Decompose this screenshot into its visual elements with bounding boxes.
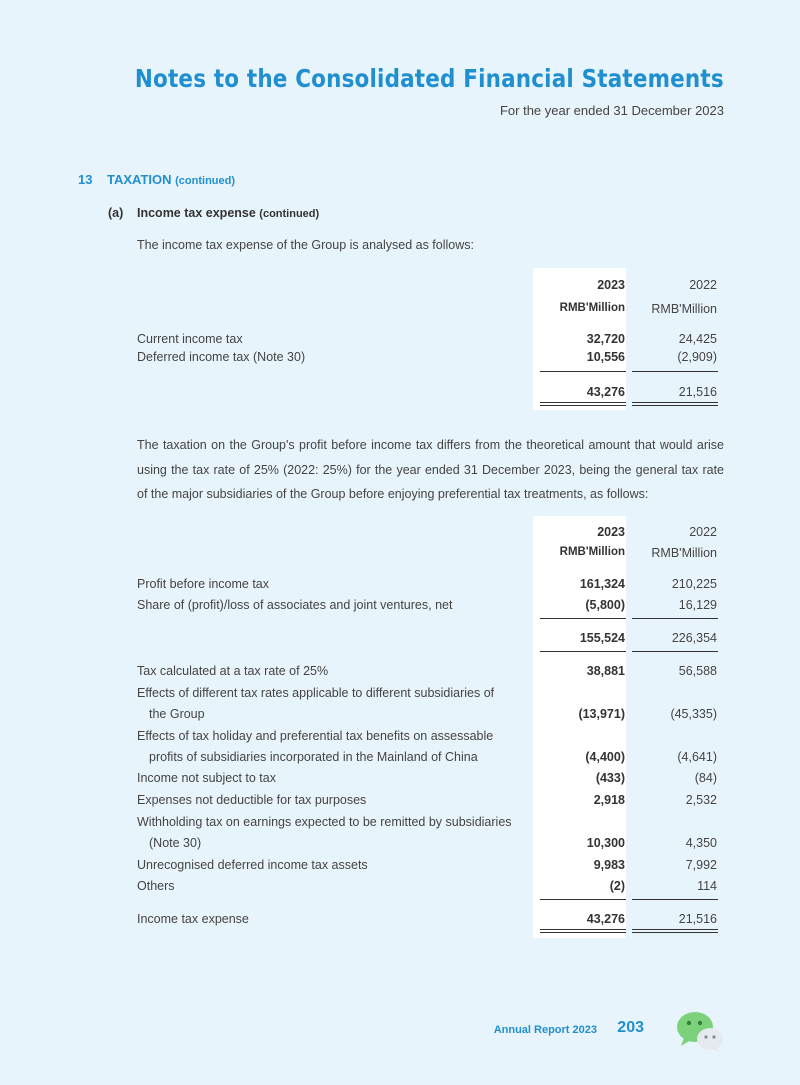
page-number: 203 xyxy=(617,1019,644,1036)
table1-header-2023: 2023 xyxy=(597,278,625,292)
row-label: Effects of different tax rates applicable to different subsidiaries of xyxy=(137,686,495,700)
value-2023: 2,918 xyxy=(593,793,625,807)
subtotal-rule-2023 xyxy=(540,899,626,900)
table-row xyxy=(137,332,725,352)
subsection-letter: (a) xyxy=(108,206,124,220)
row-label: Effects of tax holiday and preferential tax benefits on assessable xyxy=(137,729,494,743)
subtotal-rule-2023 xyxy=(540,371,626,372)
row-label: Others xyxy=(137,879,175,893)
row-label: profits of subsidiaries incorporated in the Mainland of China xyxy=(149,750,478,764)
section-number: 13 xyxy=(78,172,93,187)
value-2023: 32,720 xyxy=(586,332,625,346)
value-2023: 155,524 xyxy=(579,631,625,645)
table-row xyxy=(137,686,725,706)
table2-header-2023: 2023 xyxy=(597,525,625,539)
row-label: Income tax expense xyxy=(137,912,249,926)
table-row xyxy=(137,750,725,770)
page-title: Notes to the Consolidated Financial Statements xyxy=(135,64,724,93)
wechat-logo-icon xyxy=(676,1010,724,1059)
value-2023: (13,971) xyxy=(578,707,625,721)
total-2023: 43,276 xyxy=(586,385,625,399)
table-row xyxy=(137,858,725,878)
table2-unit-2023: RMB'Million xyxy=(559,546,625,558)
total-double-rule-2022 xyxy=(632,929,718,933)
row-label: the Group xyxy=(149,707,205,721)
row-label: (Note 30) xyxy=(149,836,202,850)
intro-text: The income tax expense of the Group is analysed as follows: xyxy=(137,238,474,252)
table2-year-header xyxy=(137,525,725,545)
row-label: Tax calculated at a tax rate of 25% xyxy=(137,664,329,678)
row-label: Share of (profit)/loss of associates and joint ventures, net xyxy=(137,598,453,612)
total-2022: 21,516 xyxy=(678,385,717,399)
value-2022: 56,588 xyxy=(678,664,717,678)
row-label: Profit before income tax xyxy=(137,577,270,591)
table-row xyxy=(137,815,725,835)
value-2022: 16,129 xyxy=(678,598,717,612)
table-row xyxy=(137,350,725,370)
subtotal-rule-2022 xyxy=(632,618,718,619)
explanatory-paragraph: The taxation on the Group's profit before income tax differs from the theoretical amount that would arise using the tax rate of 25% (2022: 25%) for the year ended 31 December 2023, being the general tax rate of the major subsidiaries of the Group before enjoying preferential tax treatments, as follows: xyxy=(137,438,724,501)
value-2023: 161,324 xyxy=(579,577,625,591)
subsection-title: Income tax expense xyxy=(137,206,256,220)
value-2022: 2,532 xyxy=(685,793,717,807)
value-2023: (4,400) xyxy=(585,750,625,764)
table-row xyxy=(137,707,725,727)
value-2022: 7,992 xyxy=(685,858,717,872)
row-label: Income not subject to tax xyxy=(137,771,276,785)
table1-unit-header xyxy=(137,302,725,322)
table-row xyxy=(137,577,725,597)
table-row xyxy=(137,879,725,899)
subtotal-rule-2022 xyxy=(632,371,718,372)
section-title: TAXATION xyxy=(107,172,172,187)
footer-report-label: Annual Report 2023 xyxy=(493,1024,597,1036)
table-row xyxy=(137,793,725,813)
row-label: Deferred income tax (Note 30) xyxy=(137,350,306,364)
table1-unit-2023: RMB'Million xyxy=(559,302,625,314)
subtotal-rule-2023 xyxy=(540,618,626,619)
table1-unit-2022: RMB'Million xyxy=(651,302,717,316)
subtotal-rule-2023 xyxy=(540,651,626,652)
value-2022: (84) xyxy=(694,771,717,785)
row-label: Unrecognised deferred income tax assets xyxy=(137,858,368,872)
table-row xyxy=(137,771,725,791)
value-2022: 210,225 xyxy=(671,577,717,591)
value-2023: (433) xyxy=(595,771,625,785)
total-double-rule-2023 xyxy=(540,402,626,406)
value-2023: 9,983 xyxy=(593,858,625,872)
value-2022: (2,909) xyxy=(677,350,717,364)
row-label: Withholding tax on earnings expected to be remitted by subsidiaries xyxy=(137,815,512,829)
value-2022: (4,641) xyxy=(677,750,717,764)
subtotal-rule-2022 xyxy=(632,899,718,900)
value-2022: 24,425 xyxy=(678,332,717,346)
table-row xyxy=(137,598,725,618)
value-2023: (5,800) xyxy=(585,598,625,612)
table2-unit-header xyxy=(137,546,725,566)
value-2023: 43,276 xyxy=(586,912,625,926)
table-row xyxy=(137,631,725,651)
section-heading xyxy=(78,172,235,187)
value-2023: 38,881 xyxy=(586,664,625,678)
value-2022: 21,516 xyxy=(678,912,717,926)
value-2023: 10,300 xyxy=(586,836,625,850)
value-2023: 10,556 xyxy=(586,350,625,364)
subsection-heading xyxy=(108,206,319,220)
table-row xyxy=(137,836,725,856)
value-2022: 114 xyxy=(697,879,717,893)
section-qualifier: (continued) xyxy=(175,175,236,187)
row-label: Current income tax xyxy=(137,332,243,346)
value-2022: 226,354 xyxy=(671,631,717,645)
total-double-rule-2023 xyxy=(540,929,626,933)
table1-header-2022: 2022 xyxy=(689,278,717,292)
table-row xyxy=(137,729,725,749)
page-subtitle: For the year ended 31 December 2023 xyxy=(499,103,724,118)
subtotal-rule-2022 xyxy=(632,651,718,652)
table1-year-header xyxy=(137,278,725,298)
subsection-qualifier: (continued) xyxy=(259,208,320,220)
value-2022: 4,350 xyxy=(685,836,717,850)
value-2023: (2) xyxy=(609,879,625,893)
table-row xyxy=(137,664,725,684)
total-double-rule-2022 xyxy=(632,402,718,406)
value-2022: (45,335) xyxy=(670,707,717,721)
row-label: Expenses not deductible for tax purposes xyxy=(137,793,367,807)
table2-header-2022: 2022 xyxy=(689,525,717,539)
table2-unit-2022: RMB'Million xyxy=(651,546,717,560)
